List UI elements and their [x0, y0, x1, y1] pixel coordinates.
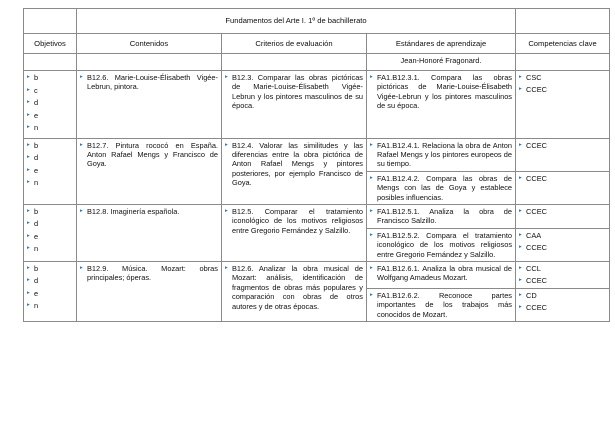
table-row: [24, 138, 610, 171]
objetivo-item: [27, 301, 73, 314]
estandar-item: [370, 264, 512, 283]
contenido-item-text: B12.7. Pintura rococó en España. Anton Rafael Mengs y Francisco de Goya.: [87, 140, 218, 169]
bullet-icon: ▸: [27, 220, 30, 227]
bullet-icon: ▸: [519, 74, 522, 80]
bullet-icon: ▸: [27, 277, 30, 284]
objetivo-item-text: n: [34, 178, 39, 187]
bullet-icon: ▸: [370, 141, 373, 148]
estandar-item: [370, 73, 512, 111]
objetivo-item-text: n: [34, 301, 39, 311]
header-contenidos: Contenidos: [77, 34, 222, 54]
criterio-item-text: B12.3. Comparar las obras pictóricas de Marie-Louise-Élisabeth Vigée-Lebrun y los pintores masculinos de su época.: [232, 73, 363, 111]
objetivo-item-text: d: [34, 219, 39, 229]
criterio-cell: [222, 71, 367, 139]
bullet-icon: ▸: [27, 179, 30, 185]
table-title: Fundamentos del Arte I. 1º de bachillerato: [77, 9, 516, 34]
carryover-row: [24, 54, 610, 71]
criterio-item-text: B12.5. Comparar el tratamiento iconológico de los motivos religiosos entre Gregorio Fernández y Salzillo.: [232, 206, 363, 235]
bullet-icon: ▸: [80, 264, 83, 271]
estandar-item: [370, 291, 512, 319]
bullet-icon: ▸: [519, 291, 522, 298]
criterio-cell: [222, 138, 367, 204]
criterio-cell: [222, 261, 367, 321]
objetivo-item: [27, 73, 73, 86]
objetivo-item-text: n: [34, 123, 39, 132]
objetivo-item: [27, 86, 73, 99]
estandar-cell: [367, 171, 516, 204]
competencia-item-text: CSC: [526, 73, 542, 82]
bullet-icon: ▸: [225, 74, 228, 80]
contenido-cell: [77, 204, 222, 261]
bullet-icon: ▸: [519, 231, 522, 238]
estandar-item-text: FA1.B12.4.2. Compara las obras de Mengs con las de Goya y establece posibles influencias.: [377, 173, 513, 202]
contenido-cell: [77, 138, 222, 204]
bullet-icon: ▸: [519, 207, 522, 214]
bullet-icon: ▸: [27, 111, 30, 118]
header-objetivos: Objetivos: [24, 34, 77, 54]
bullet-icon: ▸: [27, 264, 30, 271]
objetivo-item: [27, 207, 73, 220]
estandar-item: [370, 174, 512, 202]
criterio-item-text: B12.4. Valorar las similitudes y las diferencias entre la obra pictórica de Anton Rafael Mengs y pintores posteriores, por ejemplo Francisco de Goya.: [232, 140, 363, 188]
bullet-icon: ▸: [80, 74, 83, 80]
competencia-item: [519, 85, 606, 94]
bullet-icon: ▸: [27, 154, 30, 160]
estandar-cell: [367, 261, 516, 288]
estandar-cell: [367, 228, 516, 261]
criterio-item: [225, 264, 363, 311]
competencia-item-text: CD: [526, 290, 537, 300]
competencia-item: [519, 207, 606, 216]
bullet-icon: ▸: [27, 124, 30, 130]
estandar-item-text: FA1.B12.3.1. Compara las obras pictóricas de Marie-Louise-Élisabeth Vigée-Lebrun y los pintores masculinos de su época.: [377, 73, 513, 111]
contenido-cell: [77, 71, 222, 139]
carryover-text: Jean-Honoré Fragonard.: [367, 54, 516, 71]
objetivos-cell: [24, 204, 77, 261]
bullet-icon: ▸: [519, 86, 522, 93]
competencia-item-text: CCEC: [526, 173, 547, 183]
competencia-item-text: CCEC: [526, 276, 547, 286]
criterio-item: [225, 207, 363, 235]
contenido-cell: [77, 261, 222, 321]
curriculum-table: [23, 8, 610, 322]
bullet-icon: ▸: [225, 264, 228, 271]
bullet-icon: ▸: [519, 244, 522, 251]
objetivo-item-text: c: [34, 85, 38, 95]
bullet-icon: ▸: [370, 74, 373, 80]
bullet-icon: ▸: [370, 264, 373, 271]
objetivo-item-text: d: [34, 276, 39, 286]
objetivo-item: [27, 123, 73, 136]
competencias-cell: [516, 138, 610, 171]
bullet-icon: ▸: [27, 245, 30, 252]
estandar-cell: [367, 71, 516, 139]
bullet-icon: ▸: [80, 141, 83, 148]
bullet-icon: ▸: [519, 277, 522, 284]
contenido-item: [80, 264, 218, 283]
objetivo-item-text: b: [34, 206, 39, 216]
contenido-item: [80, 141, 218, 169]
objetivo-item-text: e: [34, 165, 39, 175]
bullet-icon: ▸: [225, 207, 228, 214]
bullet-icon: ▸: [370, 291, 373, 298]
competencia-item: [519, 291, 606, 300]
contenido-item: [80, 73, 218, 92]
estandar-cell: [367, 204, 516, 228]
bullet-icon: ▸: [80, 207, 83, 214]
bullet-icon: ▸: [27, 232, 30, 239]
competencias-cell: [516, 71, 610, 139]
estandar-item: [370, 207, 512, 226]
objetivo-item-text: e: [34, 110, 39, 120]
objetivo-item: [27, 264, 73, 277]
bullet-icon: ▸: [27, 302, 30, 309]
criterio-cell: [222, 204, 367, 261]
objetivo-item: [27, 244, 73, 257]
bullet-icon: ▸: [519, 141, 522, 148]
estandar-item-text: FA1.B12.6.2. Reconoce partes importantes de los trabajos más conocidos de Mozart.: [377, 290, 513, 319]
objetivo-item: [27, 178, 73, 191]
objetivos-cell: [24, 71, 77, 139]
header-competencias: Competencias clave: [516, 34, 610, 54]
bullet-icon: ▸: [370, 174, 373, 181]
objetivo-item: [27, 111, 73, 124]
title-row: [24, 9, 610, 34]
objetivo-item: [27, 289, 73, 302]
estandar-cell: [367, 288, 516, 321]
estandar-item-text: FA1.B12.5.2. Compara el tratamiento iconológico de los motivos religiosos entre Gregorio Fernández y Salzillo.: [377, 230, 513, 259]
table-row: [24, 71, 610, 139]
objetivo-item-text: b: [34, 263, 39, 273]
competencia-item-text: CCEC: [526, 206, 547, 216]
contenido-item: [80, 207, 218, 216]
criterio-item-text: B12.6. Analizar la obra musical de Mozart: análisis, identificación de fragmentos de obras más populares y comparación con obras de otros autores y de otras épocas.: [232, 263, 363, 311]
competencia-item: [519, 174, 606, 183]
criterio-item: [225, 141, 363, 188]
competencias-cell: [516, 204, 610, 228]
bullet-icon: ▸: [27, 207, 30, 214]
objetivos-cell: [24, 261, 77, 321]
objetivo-item: [27, 166, 73, 179]
objetivo-item: [27, 98, 73, 111]
estandar-item: [370, 231, 512, 259]
competencia-item: [519, 243, 606, 252]
estandar-item: [370, 141, 512, 169]
bullet-icon: ▸: [519, 174, 522, 181]
objetivo-item-text: d: [34, 153, 39, 162]
contenido-item-text: B12.6. Marie-Louise-Élisabeth Vigée-Lebrun, pintora.: [87, 73, 218, 92]
bullet-icon: ▸: [27, 86, 30, 93]
competencia-item: [519, 73, 606, 82]
bullet-icon: ▸: [27, 289, 30, 296]
table-row: [24, 204, 610, 228]
bullet-icon: ▸: [27, 74, 30, 80]
objetivo-item: [27, 153, 73, 166]
objetivo-item: [27, 232, 73, 245]
header-row: [24, 34, 610, 54]
objetivo-item: [27, 141, 73, 154]
bullet-icon: ▸: [27, 166, 30, 173]
contenido-item-text: B12.9. Música. Mozart: obras principales; óperas.: [87, 263, 218, 283]
objetivo-item-text: e: [34, 288, 39, 298]
bullet-icon: ▸: [225, 141, 228, 148]
bullet-icon: ▸: [27, 141, 30, 148]
objetivo-item-text: b: [34, 140, 39, 150]
estandar-item-text: FA1.B12.4.1. Relaciona la obra de Anton Rafael Mengs y los pintores europeos de su tiempo.: [377, 140, 513, 169]
objetivos-cell: [24, 138, 77, 204]
contenido-item-text: B12.8. Imaginería española.: [87, 206, 180, 216]
criterio-item: [225, 73, 363, 111]
bullet-icon: ▸: [27, 99, 30, 105]
competencias-cell: [516, 228, 610, 261]
bullet-icon: ▸: [370, 207, 373, 214]
header-estandares: Estándares de aprendizaje: [367, 34, 516, 54]
competencia-item-text: CCEC: [526, 303, 547, 313]
competencia-item: [519, 141, 606, 150]
competencia-item-text: CAA: [526, 230, 542, 240]
table-row: [24, 261, 610, 288]
objetivo-item-text: b: [34, 73, 39, 82]
objetivo-item: [27, 276, 73, 289]
objetivo-item-text: n: [34, 244, 39, 254]
bullet-icon: ▸: [519, 264, 522, 271]
objetivo-item: [27, 219, 73, 232]
competencias-cell: [516, 171, 610, 204]
header-criterios: Criterios de evaluación: [222, 34, 367, 54]
competencia-item: [519, 303, 606, 312]
objetivo-item-text: d: [34, 98, 39, 107]
competencia-item-text: CCEC: [526, 85, 547, 95]
bullet-icon: ▸: [519, 304, 522, 311]
bullet-icon: ▸: [370, 231, 373, 238]
estandar-cell: [367, 138, 516, 171]
competencias-cell: [516, 261, 610, 288]
objetivo-item-text: e: [34, 231, 39, 241]
estandar-item-text: FA1.B12.6.1. Analiza la obra musical de Wolfgang Amadeus Mozart.: [377, 263, 513, 283]
competencia-item: [519, 231, 606, 240]
competencia-item-text: CCL: [526, 263, 541, 273]
competencia-item-text: CCEC: [526, 243, 547, 253]
competencia-item: [519, 276, 606, 285]
competencia-item: [519, 264, 606, 273]
competencias-cell: [516, 288, 610, 321]
estandar-item-text: FA1.B12.5.1. Analiza la obra de Francisco Salzillo.: [377, 206, 513, 226]
competencia-item-text: CCEC: [526, 140, 547, 150]
